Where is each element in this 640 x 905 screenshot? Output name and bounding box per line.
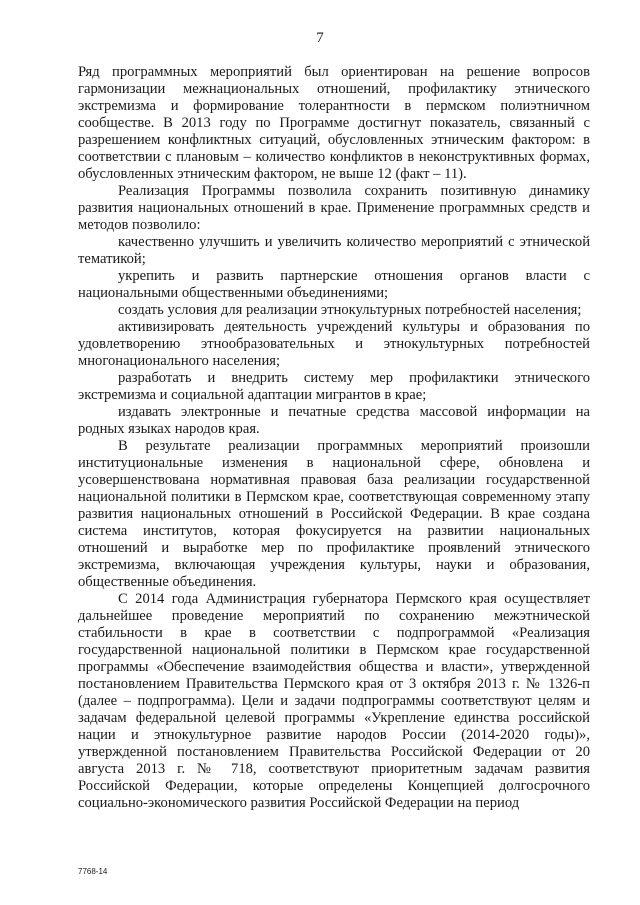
list-item: качественно улучшить и увеличить количество мероприятий с этнической тематикой; (78, 234, 590, 267)
paragraph: В результате реализации программных мероприятий произошли институциональные изменения в национальной сфере, обновлена и усовершенствована нормативная правовая база реализации государственной национальной политики в Пермском крае, соответствующая современному этапу развития национальных отношений в Российской Федерации. В крае создана система институтов, которая фокусируется на развитии национальных отношений и выработке мер по профилактике проявлений этнического экстремизма, включающая учреждения культуры, науки и образования, общественные объединения. (78, 438, 590, 590)
list-item: разработать и внедрить систему мер профилактики этнического экстремизма и социальной адаптации мигрантов в крае; (78, 370, 590, 403)
paragraph: С 2014 года Администрация губернатора Пермского края осуществляет дальнейшее проведение мероприятий по сохранению межэтнической стабильности в крае в соответствии с подпрограммой «Реализация государственной национальной политики в Пермском крае государственной программы «Обеспечение взаимодействия общества и власти», утвержденной постановлением Правительства Пермского края от 3 октября 2013 г. № 1326-п (далее – подпрограмма). Цели и задачи подпрограммы соответствуют целям и задачам федеральной целевой программы «Укрепление единства российской нации и этнокультурное развитие народов России (2014-2020 годы)», утвержденной постановлением Правительства Российской Федерации от 20 августа 2013 г. № 718, соответствуют приоритетным задачам развития Российской Федерации, которые определены Концепцией долгосрочного социально-экономического развития Российской Федерации на период (78, 591, 590, 811)
list-item: активизировать деятельность учреждений культуры и образования по удовлетворению этнообразовательных и этнокультурных потребностей многонационального населения; (78, 319, 590, 369)
page-number: 7 (316, 30, 324, 46)
list-item: укрепить и развить партнерские отношения органов власти с национальными общественными объединениями; (78, 268, 590, 301)
list-item: создать условия для реализации этнокультурных потребностей населения; (118, 302, 582, 318)
paragraph: Реализация Программы позволила сохранить позитивную динамику развития национальных отношений в крае. Применение программных средств и методов позволило: (78, 183, 590, 233)
paragraph: Ряд программных мероприятий был ориентирован на решение вопросов гармонизации межнациональных отношений, профилактику этнического экстремизма и формирование толерантности в пермском полиэтничном сообществе. В 2013 году по Программе достигнут показатель, связанный с разрешением конфликтных ситуаций, обусловленных этническим фактором: в соответствии с плановым – количество конфликтов в неконструктивных формах, обусловленных этническим фактором, не выше 12 (факт – 11). (78, 64, 590, 182)
document-body (78, 64, 590, 812)
document-code: 7768-14 (78, 867, 108, 876)
list-item: издавать электронные и печатные средства массовой информации на родных языках народов края. (78, 404, 590, 437)
